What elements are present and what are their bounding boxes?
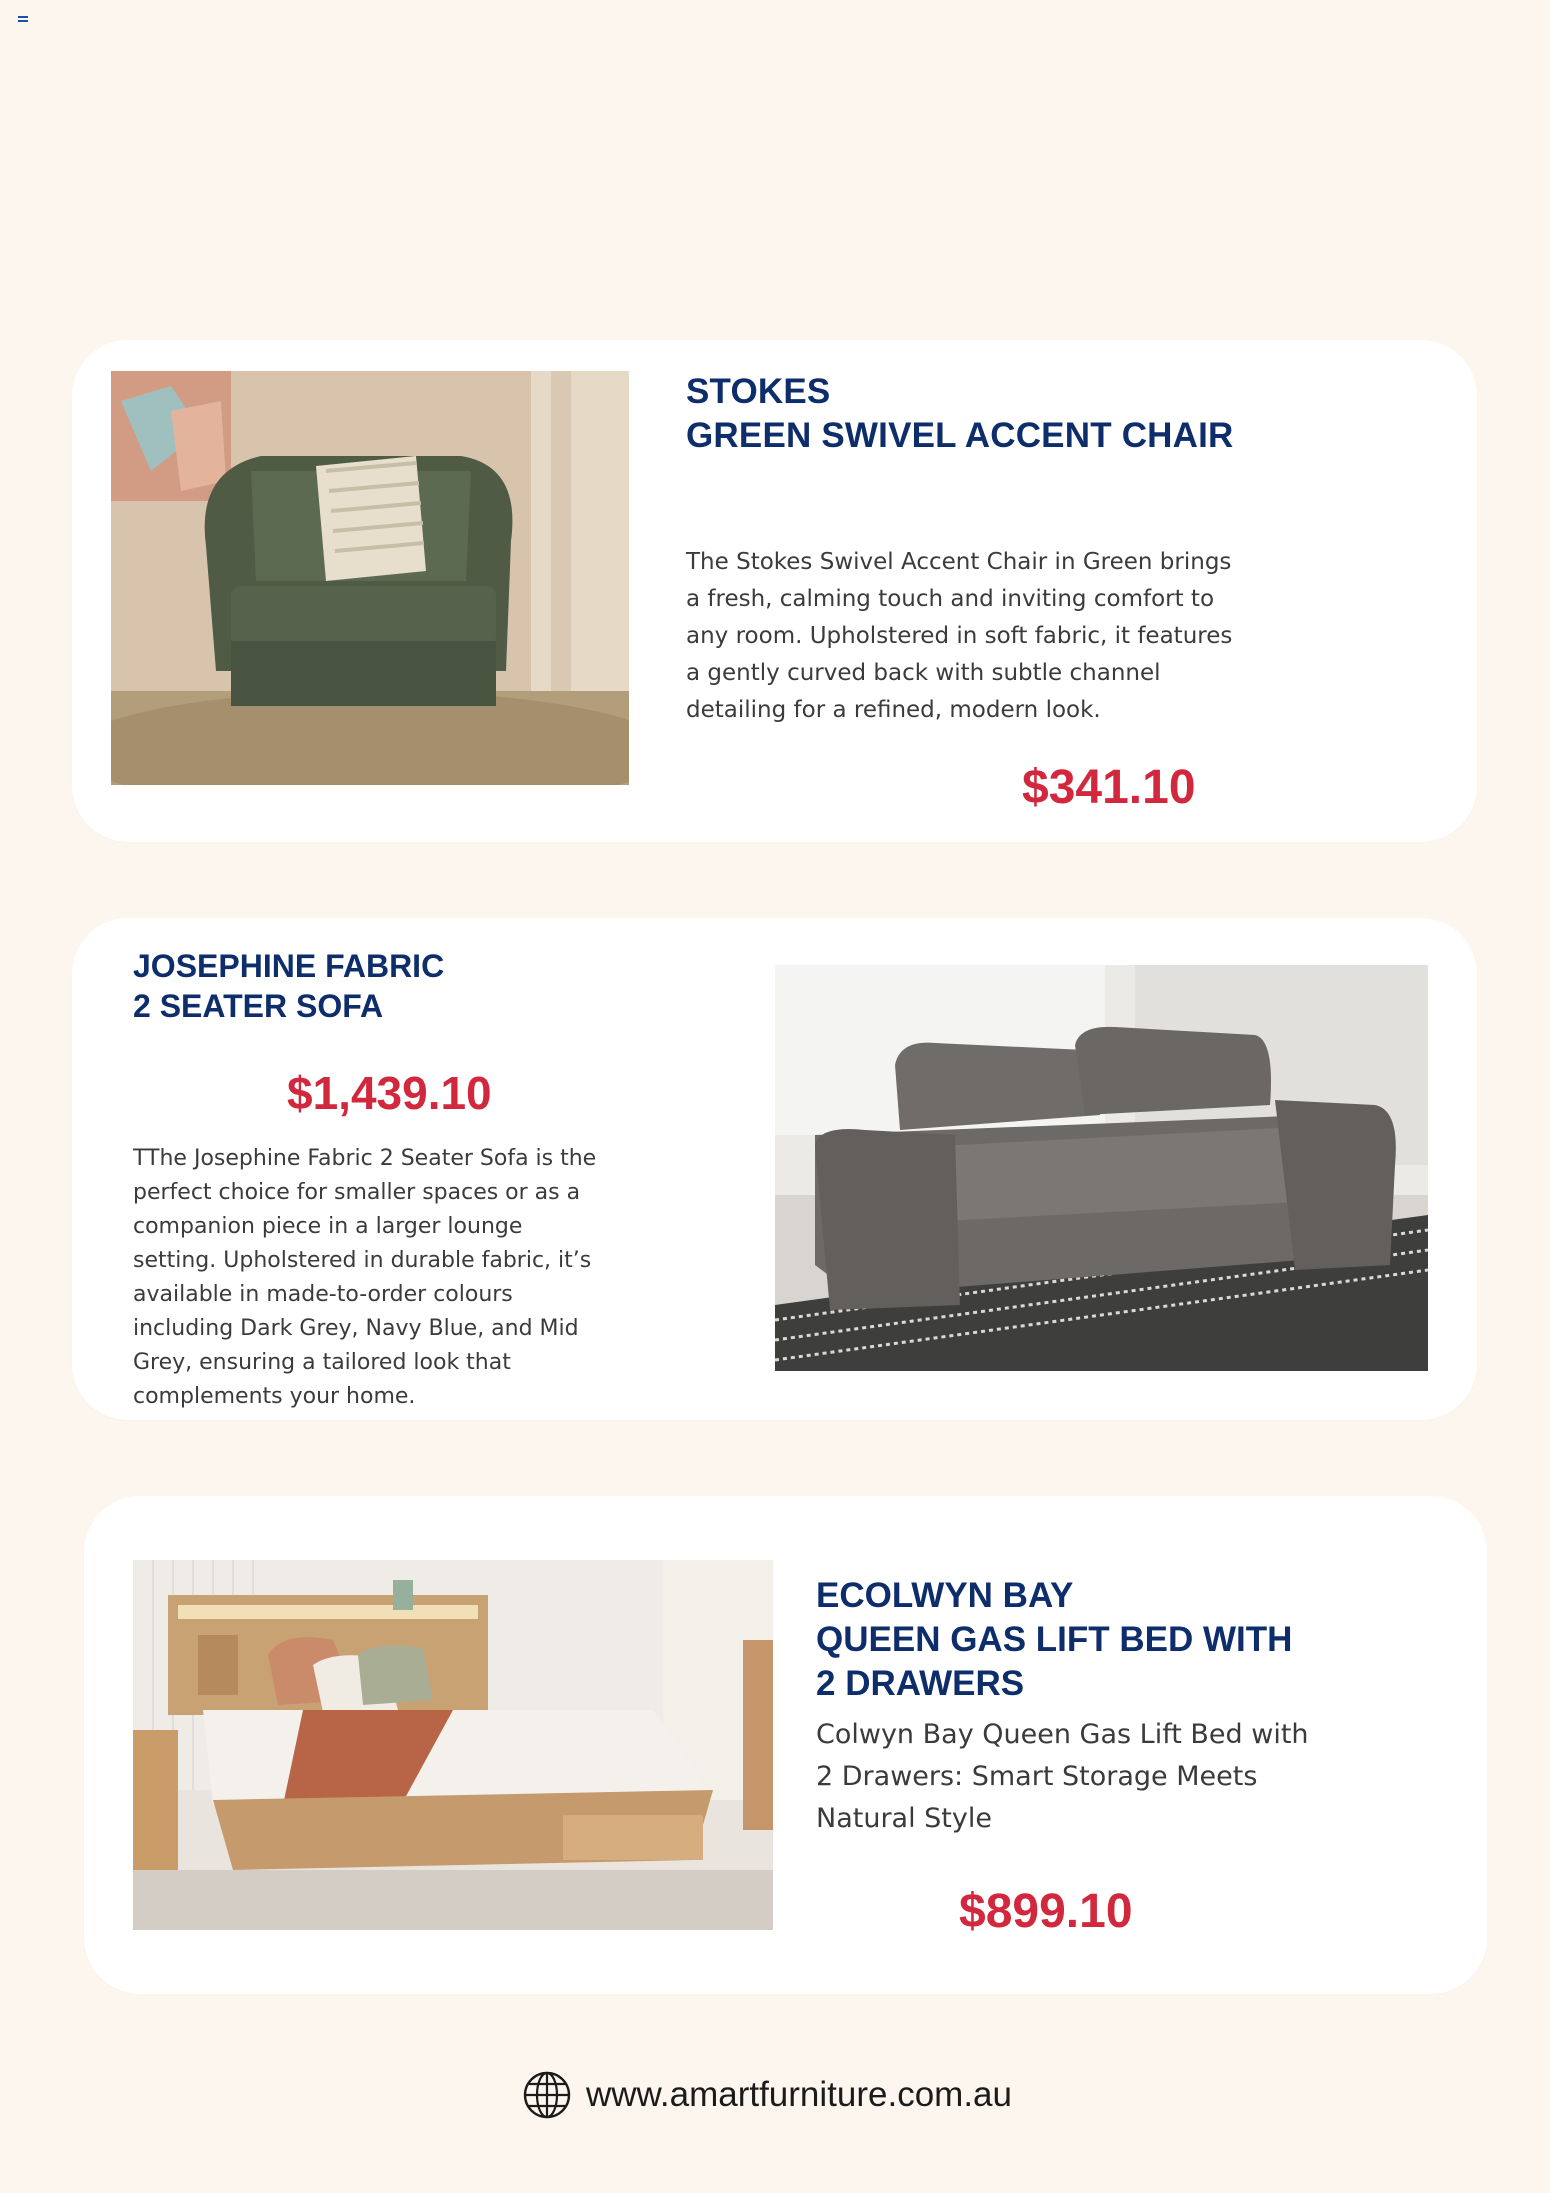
description-line: Grey, ensuring a tailored look that [133,1350,511,1375]
title-line: STOKES [686,372,831,411]
corner-mark [18,16,28,24]
description-line: complements your home. [133,1384,416,1409]
description-line: detailing for a refined, modern look. [686,697,1101,723]
description-line: perfect choice for smaller spaces or as a [133,1180,581,1205]
description-line: The Stokes Swivel Accent Chair in Green brings [686,549,1232,575]
footer [522,2070,1012,2120]
green-swivel-chair-photo [111,371,629,785]
product-price: $899.10 [959,1885,1133,1938]
title-line: JOSEPHINE FABRIC [133,948,445,984]
product-card-stokes-chair [72,340,1477,842]
queen-bed-with-drawers-photo [133,1560,773,1930]
product-title [686,370,1234,458]
product-title [133,946,444,1026]
product-card-josephine-sofa [72,918,1477,1420]
description-line: a fresh, calming touch and inviting comfort to [686,586,1215,612]
grey-two-seater-sofa-photo [775,965,1428,1371]
description-line: Natural Style [816,1803,992,1834]
product-description [133,1142,623,1414]
description-line: TThe Josephine Fabric 2 Seater Sofa is the [133,1146,597,1171]
globe-icon [522,2070,572,2120]
title-line: QUEEN GAS LIFT BED WITH [816,1620,1293,1659]
product-price: $341.10 [1022,761,1196,814]
description-line: Colwyn Bay Queen Gas Lift Bed with [816,1719,1309,1750]
description-line: available in made-to-order colours [133,1282,513,1307]
title-line: 2 SEATER SOFA [133,988,384,1024]
title-line: GREEN SWIVEL ACCENT CHAIR [686,416,1234,455]
description-line: any room. Upholstered in soft fabric, it features [686,623,1233,649]
product-description [816,1714,1376,1840]
description-line: companion piece in a larger lounge [133,1214,523,1239]
product-title [816,1574,1292,1706]
title-line: 2 DRAWERS [816,1664,1025,1703]
description-line: a gently curved back with subtle channel [686,660,1161,686]
description-line: 2 Drawers: Smart Storage Meets [816,1761,1258,1792]
title-line: ECOLWYN BAY [816,1576,1074,1615]
product-card-colwyn-bay-bed [84,1496,1487,1994]
description-line: setting. Upholstered in durable fabric, it’s [133,1248,592,1273]
product-price: $1,439.10 [287,1067,492,1119]
website-link[interactable]: www.amartfurniture.com.au [586,2075,1012,2114]
description-line: including Dark Grey, Navy Blue, and Mid [133,1316,579,1341]
product-description [686,544,1286,729]
